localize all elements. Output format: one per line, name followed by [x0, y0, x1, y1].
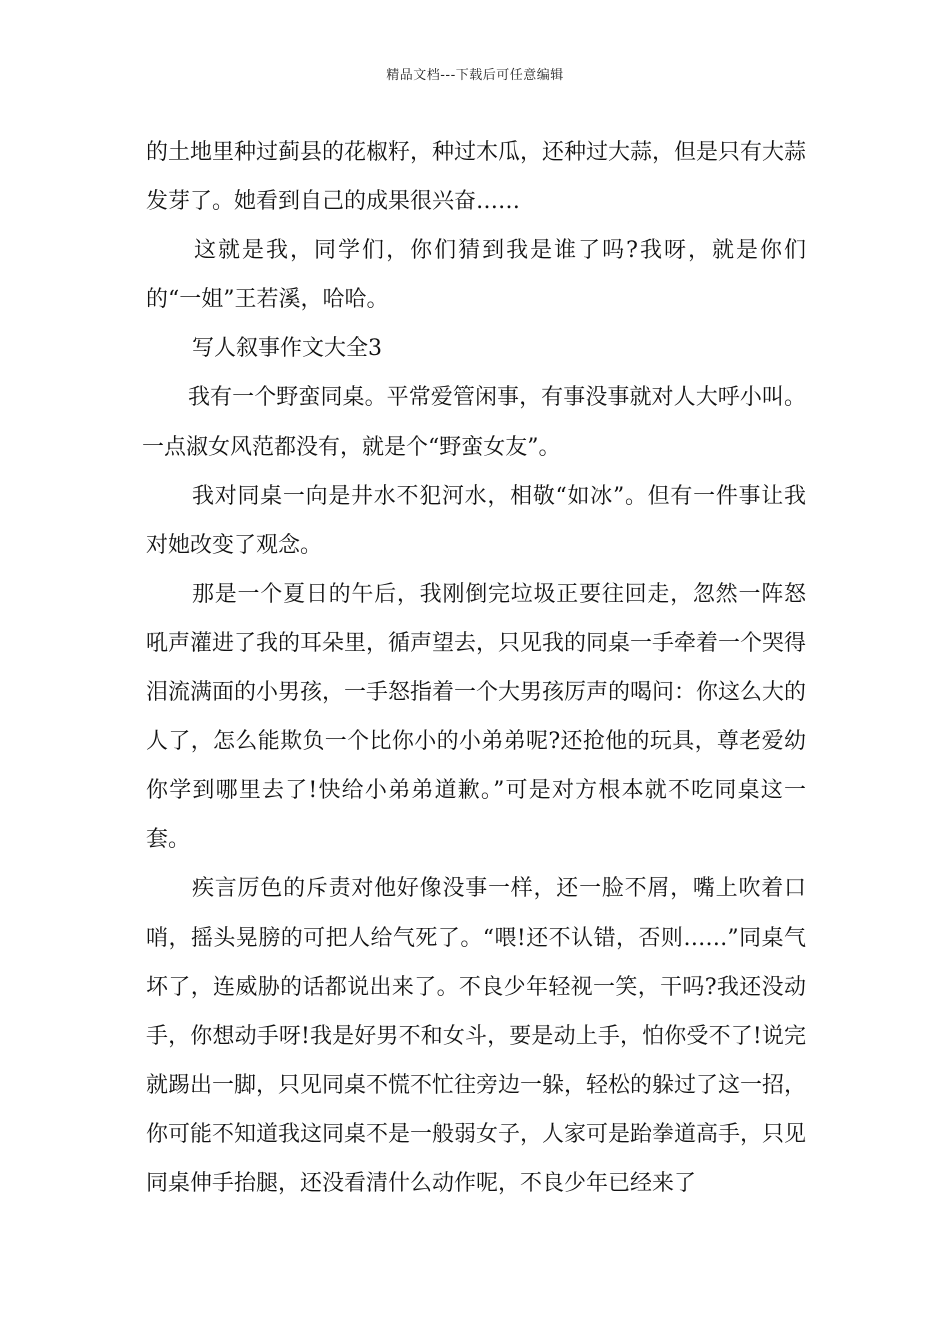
page-header: 精品文档---下载后可任意编辑 — [386, 68, 564, 83]
document-body — [142, 128, 807, 1208]
section-heading: 写人叙事作文大全3 — [192, 336, 382, 362]
paragraph-2: 我对同桌一向是井水不犯河水，相敬“如冰”。但有一件事让我对她改变了观念。 — [146, 483, 806, 558]
paragraph-3: 那是一个夏日的午后，我刚倒完垃圾正要往回走，忽然一阵怒吼声灌进了我的耳朵里，循声望去，只见我的同桌一手牵着一个哭得泪流满面的小男孩，一手怒指着一个大男孩厉声的喝问：你这么大的人了，怎么能欺负一个比你小的小弟弟呢?还抢他的玩具，尊老爱幼你学到哪里去了!快给小弟弟道歉。”可是对方根本就不吃同桌这一套。 — [146, 581, 807, 853]
paragraph-1: 我有一个野蛮同桌。平常爱管闲事，有事没事就对人大呼小叫。一点淑女风范都没有，就是个“野蛮女友”。 — [142, 385, 806, 460]
paragraph-intro-reveal: 这就是我，同学们，你们猜到我是谁了吗?我呀，就是你们的“一姐”王若溪，哈哈。 — [146, 238, 806, 313]
paragraph-continuation: 的土地里种过蓟县的花椒籽，种过木瓜，还种过大蒜，但是只有大蒜发芽了。她看到自己的成果很兴奋…… — [146, 140, 807, 215]
paragraph-4: 疾言厉色的斥责对他好像没事一样，还一脸不屑，嘴上吹着口哨，摇头晃膀的可把人给气死了。“喂!还不认错，否则……”同桌气坏了，连威胁的话都说出来了。不良少年轻视一笑，干吗?我还没动手，你想动手呀!我是好男不和女斗，要是动上手，怕你受不了!说完就踢出一脚，只见同桌不慌不忙往旁边一躲，轻松的躲过了这一招，你可能不知道我这同桌不是一般弱女子，人家可是跆拳道高手，只见同桌伸手抬腿，还没看清什么动作呢，不良少年已经来了 — [146, 876, 807, 1196]
